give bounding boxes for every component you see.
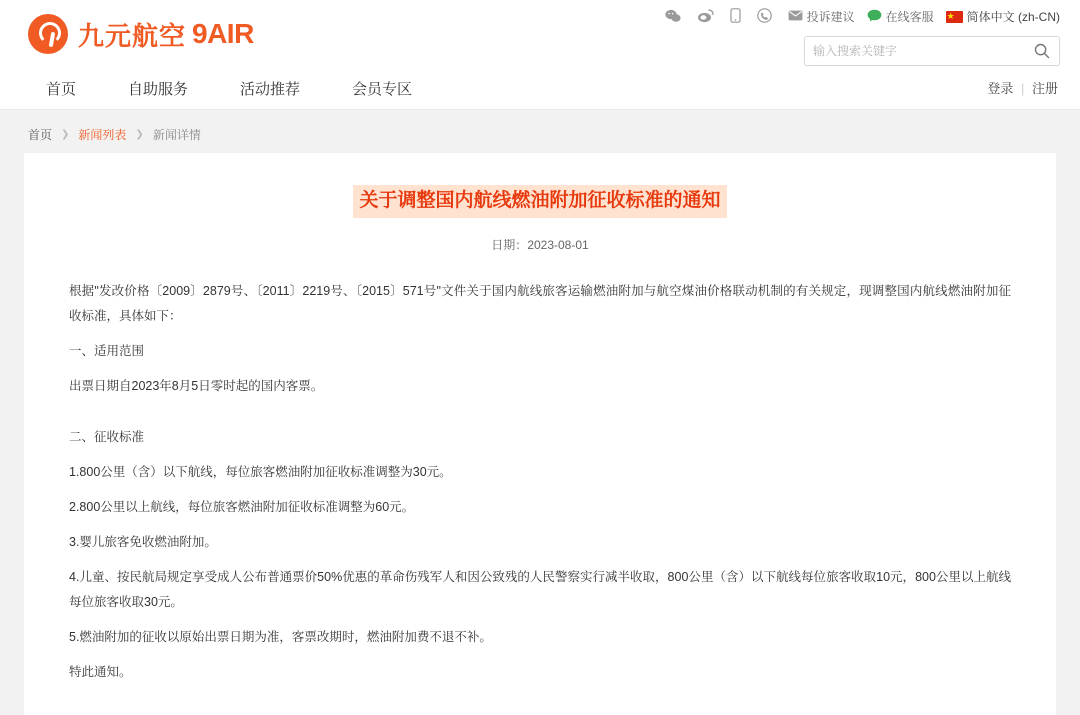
- article-paragraph: 一、适用范围: [69, 343, 145, 358]
- register-link[interactable]: 注册: [1031, 81, 1058, 96]
- breadcrumb-chevron-icon: ❯: [61, 129, 70, 140]
- utility-feedback[interactable]: [788, 8, 855, 25]
- utility-feedback-label: 投诉建议: [806, 10, 855, 24]
- search-box[interactable]: [804, 36, 1060, 66]
- utility-online-service-label: 在线客服: [885, 10, 934, 24]
- breadcrumb-item-news-list[interactable]: 新闻列表: [78, 128, 127, 142]
- search-input[interactable]: [805, 37, 1025, 65]
- chat-icon: [867, 9, 882, 24]
- weibo-icon: [697, 9, 714, 25]
- main-nav: [28, 70, 438, 107]
- page-title: 关于调整国内航线燃油附加征收标准的通知: [353, 185, 726, 218]
- top-utility-bar: [665, 8, 1060, 25]
- phone-icon: [757, 8, 772, 25]
- article-paragraph: 根据"发改价格〔2009〕2879号、〔2011〕2219号、〔2015〕571号"文件关于国内航线旅客运输燃油附加与航空煤油价格联动机制的有关规定，现调整国内航线燃油附加征收标准，具体如下：: [69, 283, 1011, 323]
- mobile-icon: [730, 8, 741, 25]
- flag-icon: [946, 11, 963, 23]
- nav-item-promotions[interactable]: 活动推荐: [240, 81, 301, 98]
- auth-links: [987, 78, 1058, 97]
- article-paragraph: 2.800公里以上航线，每位旅客燃油附加征收标准调整为60元。: [69, 499, 415, 514]
- article-paragraph: 5.燃油附加的征收以原始出票日期为准，客票改期时，燃油附加费不退不补。: [69, 629, 492, 644]
- logo-text-en: 9AIR: [192, 18, 254, 49]
- article-date-label: 日期：: [491, 237, 528, 252]
- utility-mobile[interactable]: [730, 8, 745, 25]
- utility-wechat[interactable]: [665, 9, 685, 25]
- article-body: [69, 279, 1011, 685]
- article-card: [24, 153, 1056, 715]
- article-date: [69, 236, 1011, 253]
- breadcrumb-chevron-icon-2: ❯: [135, 129, 144, 140]
- search-icon: [1034, 43, 1050, 59]
- auth-separator: |: [1020, 81, 1025, 96]
- utility-weibo[interactable]: [697, 9, 718, 25]
- article-paragraph: 3.婴儿旅客免收燃油附加。: [69, 534, 217, 549]
- site-header: [0, 0, 1080, 110]
- article-date-value: 2023-08-01: [527, 237, 589, 252]
- breadcrumb-item-news-detail: 新闻详情: [152, 128, 201, 142]
- article-paragraph: 4.儿童、按民航局规定享受成人公布普通票价50%优惠的革命伤残军人和因公致残的人民警察实行减半收取，800公里（含）以下航线每位旅客收取10元，800公里以上航线每位旅客收取30元。: [69, 569, 1011, 609]
- logo-mark-icon: [28, 14, 68, 54]
- utility-phone[interactable]: [757, 8, 776, 25]
- breadcrumb: [0, 110, 1080, 153]
- nav-item-self-service[interactable]: 自助服务: [128, 81, 189, 98]
- nav-item-member-zone[interactable]: 会员专区: [352, 81, 413, 98]
- logo-text-cn: 九元航空: [78, 21, 187, 52]
- wechat-icon: [665, 9, 681, 25]
- site-logo[interactable]: [28, 14, 254, 54]
- article-title-row: [69, 185, 1011, 218]
- article-paragraph: 1.800公里（含）以下航线，每位旅客燃油附加征收标准调整为30元。: [69, 464, 452, 479]
- utility-language[interactable]: [946, 8, 1060, 25]
- article-paragraph: 二、征收标准: [69, 429, 145, 444]
- login-link[interactable]: 登录: [987, 81, 1014, 96]
- mail-icon: [788, 10, 803, 23]
- search-button[interactable]: [1025, 37, 1059, 65]
- language-label: 简体中文 (zh-CN): [966, 10, 1060, 24]
- article-paragraph: 特此通知。: [69, 664, 132, 679]
- breadcrumb-item-home[interactable]: 首页: [28, 128, 53, 142]
- nav-item-home[interactable]: 首页: [46, 81, 77, 98]
- utility-online-service[interactable]: [867, 8, 934, 25]
- article-paragraph: 出票日期自2023年8月5日零时起的国内客票。: [69, 378, 324, 393]
